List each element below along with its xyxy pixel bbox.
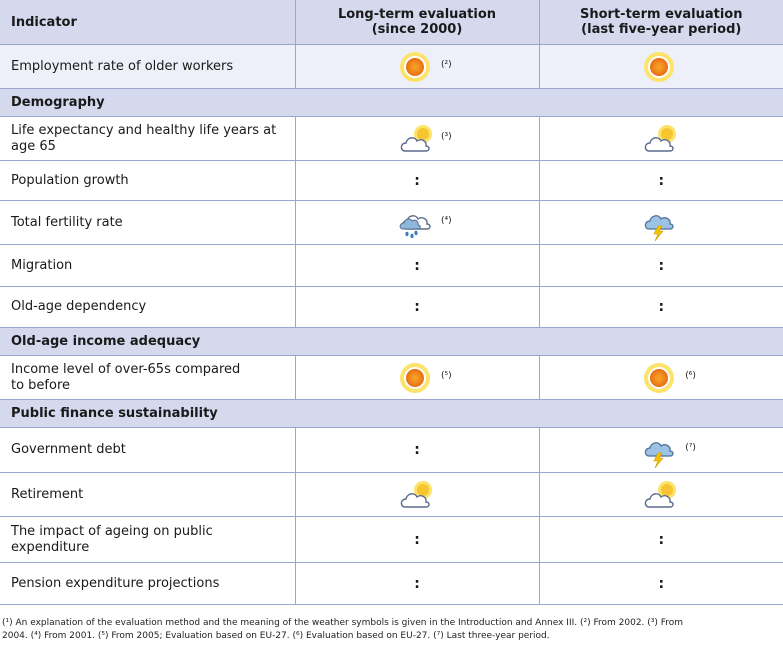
footnote-ref: (²)	[441, 59, 452, 70]
short-term-cell	[539, 356, 783, 400]
table-row-population-growth	[0, 161, 783, 201]
row-label: Old-age dependency	[0, 287, 295, 328]
long-term-not-available: :	[295, 428, 539, 473]
header-long-term	[295, 0, 539, 45]
row-label: Population growth	[0, 161, 295, 201]
short-term-cell	[539, 45, 783, 89]
table-row-government-debt	[0, 428, 783, 473]
long-term-cell	[295, 356, 539, 400]
long-term-cell	[295, 473, 539, 517]
thunderstorm-icon	[643, 434, 677, 470]
long-term-not-available: :	[295, 563, 539, 605]
footnote-ref: (⁷)	[685, 443, 696, 453]
table-row-fertility	[0, 201, 783, 245]
sun-icon	[643, 362, 675, 394]
short-term-not-available: :	[539, 517, 783, 563]
section-row-public-finance	[0, 400, 783, 428]
long-term-not-available: :	[295, 245, 539, 287]
short-term-cell	[539, 428, 783, 473]
sun-icon	[399, 362, 431, 394]
footnote-ref: (⁵)	[441, 370, 452, 381]
thunderstorm-icon	[643, 207, 677, 243]
header-short-term-title: Short-term evaluation	[580, 7, 743, 22]
long-term-not-available: :	[295, 161, 539, 201]
short-term-not-available: :	[539, 245, 783, 287]
row-label-line2: age 65	[11, 138, 56, 154]
header-short-term-period: (last five-year period)	[581, 22, 742, 37]
partly-cloudy-icon	[643, 479, 679, 511]
sun-icon	[399, 51, 431, 83]
table-footnotes	[2, 617, 780, 643]
sun-icon	[643, 51, 675, 83]
row-label: Migration	[0, 245, 295, 287]
footnote-ref: (⁶)	[685, 370, 696, 381]
table-row-old-age-dependency	[0, 287, 783, 328]
partly-cloudy-icon	[399, 123, 435, 155]
row-label: Employment rate of older workers	[0, 45, 295, 89]
short-term-cell	[539, 201, 783, 245]
footnote-ref: (³)	[441, 131, 452, 142]
section-row-income-adequacy	[0, 328, 783, 356]
table-row-migration	[0, 245, 783, 287]
long-term-cell	[295, 201, 539, 245]
table-row-income-level	[0, 356, 783, 400]
footnote-line1: (¹) An explanation of the evaluation method and the meaning of the weather symbols is given in the Introduction and Annex III. (²) From 2002. (³) From	[2, 618, 684, 628]
short-term-cell	[539, 117, 783, 161]
row-label-line2: expenditure	[11, 539, 90, 555]
footnote-line2: 2004. (⁴) From 2001. (⁵) From 2005; Evaluation based on EU-27. (⁶) Evaluation based on EU-27. (⁷) Last three-year period.	[2, 631, 550, 641]
table-row-retirement	[0, 473, 783, 517]
partly-cloudy-icon	[399, 479, 435, 511]
section-title: Demography	[0, 89, 783, 117]
row-label: Total fertility rate	[0, 201, 295, 245]
long-term-not-available: :	[295, 287, 539, 328]
header-long-term-period: (since 2000)	[371, 22, 463, 37]
long-term-cell	[295, 45, 539, 89]
long-term-cell	[295, 117, 539, 161]
long-term-not-available: :	[295, 517, 539, 563]
header-indicator: Indicator	[0, 0, 295, 45]
table-row-life-expectancy	[0, 117, 783, 161]
row-label	[0, 517, 295, 563]
section-row-demography	[0, 89, 783, 117]
rain-cloud-icon	[399, 207, 433, 241]
row-label-line2: to before	[11, 377, 71, 393]
section-title: Public finance sustainability	[0, 400, 783, 428]
partly-cloudy-icon	[643, 123, 679, 155]
row-label-line1: Income level of over-65s compared	[11, 361, 241, 377]
table-header-row	[0, 0, 783, 45]
header-long-term-title: Long-term evaluation	[337, 7, 497, 22]
header-short-term	[539, 0, 783, 45]
table-row-employment	[0, 45, 783, 89]
short-term-not-available: :	[539, 563, 783, 605]
row-label: Government debt	[0, 428, 295, 473]
row-label	[0, 356, 295, 400]
short-term-not-available: :	[539, 287, 783, 328]
short-term-not-available: :	[539, 161, 783, 201]
row-label-line1: The impact of ageing on public	[11, 523, 213, 539]
row-label	[0, 117, 295, 161]
footnote-ref: (⁴)	[441, 215, 452, 226]
short-term-cell	[539, 473, 783, 517]
section-title: Old-age income adequacy	[0, 328, 783, 356]
row-label: Pension expenditure projections	[0, 563, 295, 605]
table-row-ageing-impact	[0, 517, 783, 563]
row-label-line1: Life expectancy and healthy life years at	[11, 122, 277, 138]
table-row-pension-projections	[0, 563, 783, 605]
row-label: Retirement	[0, 473, 295, 517]
